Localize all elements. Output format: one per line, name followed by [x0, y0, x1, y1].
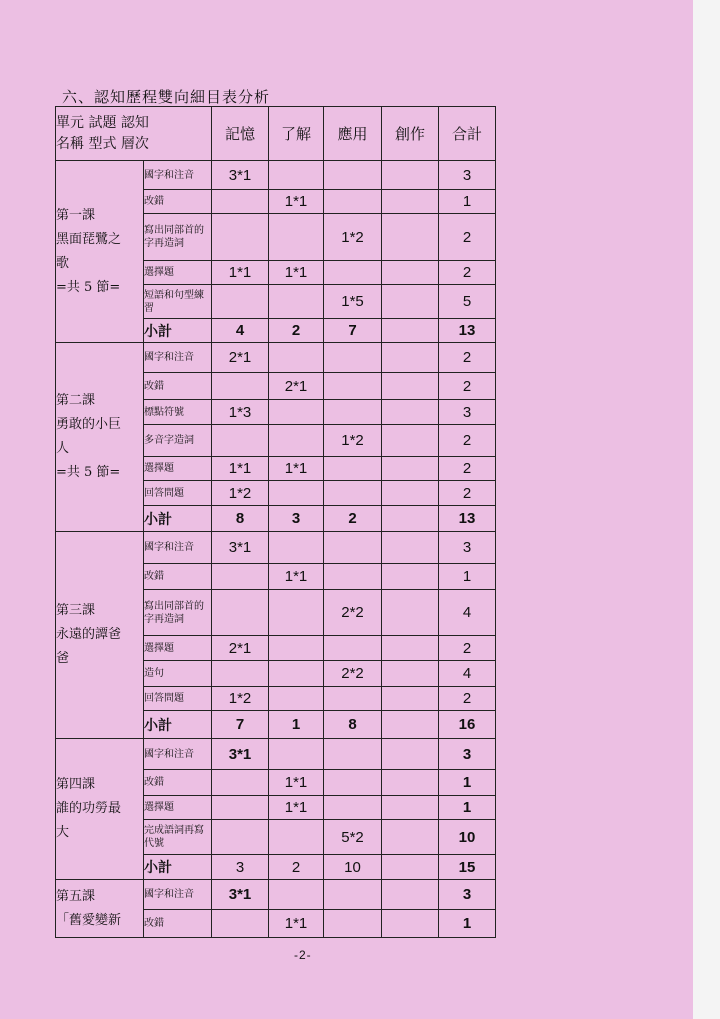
total-cell: 3 — [439, 400, 496, 425]
subtotal-label: 小計 — [144, 711, 212, 739]
total-cell: 2 — [439, 636, 496, 661]
unit-line: 人 — [56, 441, 70, 456]
understand-cell — [269, 739, 324, 770]
understand-cell: 1*1 — [269, 796, 324, 820]
table-row — [56, 343, 496, 373]
memory-cell: 1*2 — [212, 481, 269, 506]
apply-cell — [324, 880, 382, 910]
unit-name-lesson-1 — [56, 161, 144, 343]
unit-line: 第二課 — [56, 393, 96, 408]
memory-cell: 3*1 — [212, 880, 269, 910]
subtotal-memory: 3 — [212, 855, 269, 880]
create-cell — [382, 796, 439, 820]
create-cell — [382, 687, 439, 711]
create-cell — [382, 820, 439, 855]
memory-cell: 2*1 — [212, 343, 269, 373]
unit-name-lesson-5 — [56, 880, 144, 938]
subtotal-label: 小計 — [144, 319, 212, 343]
apply-cell: 1*2 — [324, 425, 382, 457]
subtotal-label: 小計 — [144, 506, 212, 532]
unit-name-lesson-4 — [56, 739, 144, 880]
subtotal-memory: 4 — [212, 319, 269, 343]
question-type: 造句 — [144, 661, 212, 687]
understand-cell — [269, 161, 324, 190]
create-cell — [382, 373, 439, 400]
memory-cell — [212, 770, 269, 796]
apply-cell — [324, 400, 382, 425]
memory-cell — [212, 285, 269, 319]
create-cell — [382, 457, 439, 481]
unit-line: 第五課 — [56, 888, 96, 904]
question-type: 改錯 — [144, 190, 212, 214]
understand-cell: 1*1 — [269, 770, 324, 796]
question-type: 國字和注音 — [144, 880, 212, 910]
apply-cell — [324, 161, 382, 190]
cognitive-process-table — [55, 106, 496, 938]
unit-name-lesson-2 — [56, 343, 144, 532]
question-type: 選擇題 — [144, 261, 212, 285]
question-type: 選擇題 — [144, 796, 212, 820]
apply-cell: 2*2 — [324, 590, 382, 636]
total-cell: 4 — [439, 590, 496, 636]
subtotal-create — [382, 506, 439, 532]
memory-cell: 3*1 — [212, 739, 269, 770]
total-cell: 3 — [439, 739, 496, 770]
apply-cell — [324, 190, 382, 214]
subtotal-apply: 10 — [324, 855, 382, 880]
create-cell — [382, 661, 439, 687]
header-create: 創作 — [382, 107, 439, 161]
subtotal-understand: 2 — [269, 319, 324, 343]
total-cell: 2 — [439, 261, 496, 285]
understand-cell: 1*1 — [269, 190, 324, 214]
question-type: 標點符號 — [144, 400, 212, 425]
total-cell: 2 — [439, 481, 496, 506]
question-type: 選擇題 — [144, 457, 212, 481]
understand-cell — [269, 880, 324, 910]
create-cell — [382, 214, 439, 261]
apply-cell — [324, 564, 382, 590]
header-corner-line1: 單元 試題 認知 — [56, 114, 149, 131]
understand-cell — [269, 400, 324, 425]
subtotal-apply: 7 — [324, 319, 382, 343]
total-cell: 2 — [439, 425, 496, 457]
subtotal-understand: 2 — [269, 855, 324, 880]
memory-cell — [212, 564, 269, 590]
total-cell: 3 — [439, 161, 496, 190]
header-apply: 應用 — [324, 107, 382, 161]
apply-cell — [324, 373, 382, 400]
question-type: 回答問題 — [144, 687, 212, 711]
question-type: 回答問題 — [144, 481, 212, 506]
memory-cell — [212, 661, 269, 687]
total-cell: 3 — [439, 880, 496, 910]
unit-line: 大 — [56, 825, 70, 840]
question-type: 國字和注音 — [144, 343, 212, 373]
table-row — [56, 739, 496, 770]
create-cell — [382, 343, 439, 373]
total-cell: 1 — [439, 796, 496, 820]
unit-line: 第三課 — [56, 603, 96, 618]
page-edge — [693, 0, 720, 1019]
question-type: 短語和句型練習 — [144, 285, 212, 319]
unit-line: 第四課 — [56, 777, 96, 792]
apply-cell — [324, 739, 382, 770]
unit-line: 黑面琵鷺之 — [56, 231, 122, 247]
question-type: 寫出同部首的字再造詞 — [144, 590, 212, 636]
memory-cell: 3*1 — [212, 161, 269, 190]
apply-cell — [324, 796, 382, 820]
header-corner-line2: 名稱 型式 層次 — [56, 135, 149, 152]
total-cell: 2 — [439, 373, 496, 400]
unit-line: 第一課 — [56, 207, 96, 223]
question-type: 國字和注音 — [144, 532, 212, 564]
memory-cell: 1*3 — [212, 400, 269, 425]
memory-cell — [212, 425, 269, 457]
memory-cell: 1*1 — [212, 261, 269, 285]
subtotal-understand: 3 — [269, 506, 324, 532]
question-type: 國字和注音 — [144, 739, 212, 770]
header-understand: 了解 — [269, 107, 324, 161]
header-memory: 記憶 — [212, 107, 269, 161]
memory-cell — [212, 214, 269, 261]
understand-cell — [269, 343, 324, 373]
question-type: 選擇題 — [144, 636, 212, 661]
apply-cell — [324, 343, 382, 373]
subtotal-total: 15 — [439, 855, 496, 880]
memory-cell — [212, 190, 269, 214]
total-cell: 2 — [439, 343, 496, 373]
total-cell: 1 — [439, 564, 496, 590]
create-cell — [382, 161, 439, 190]
subtotal-total: 13 — [439, 319, 496, 343]
question-type: 完成語詞再寫代號 — [144, 820, 212, 855]
create-cell — [382, 636, 439, 661]
create-cell — [382, 880, 439, 910]
header-row — [56, 107, 496, 161]
understand-cell: 1*1 — [269, 910, 324, 938]
create-cell — [382, 285, 439, 319]
memory-cell: 1*1 — [212, 457, 269, 481]
memory-cell — [212, 820, 269, 855]
understand-cell: 1*1 — [269, 564, 324, 590]
apply-cell — [324, 481, 382, 506]
create-cell — [382, 590, 439, 636]
understand-cell — [269, 820, 324, 855]
memory-cell: 3*1 — [212, 532, 269, 564]
create-cell — [382, 910, 439, 938]
create-cell — [382, 739, 439, 770]
section-heading: 六、認知歷程雙向細目表分析 — [62, 88, 271, 106]
understand-cell — [269, 636, 324, 661]
total-cell: 2 — [439, 457, 496, 481]
subtotal-label: 小計 — [144, 855, 212, 880]
memory-cell — [212, 373, 269, 400]
memory-cell — [212, 590, 269, 636]
total-cell: 2 — [439, 214, 496, 261]
total-cell: 4 — [439, 661, 496, 687]
apply-cell: 1*2 — [324, 214, 382, 261]
table-row — [56, 161, 496, 190]
memory-cell — [212, 910, 269, 938]
unit-line: 「舊愛變新 — [56, 912, 122, 928]
question-type: 國字和注音 — [144, 161, 212, 190]
unit-line: 歌 — [56, 255, 70, 271]
understand-cell — [269, 481, 324, 506]
create-cell — [382, 425, 439, 457]
subtotal-create — [382, 855, 439, 880]
understand-cell — [269, 532, 324, 564]
create-cell — [382, 532, 439, 564]
subtotal-understand: 1 — [269, 711, 324, 739]
unit-line: 誰的功勞最 — [56, 801, 122, 816]
header-corner — [56, 107, 212, 161]
unit-line: =共 5 節= — [56, 465, 121, 480]
subtotal-total: 16 — [439, 711, 496, 739]
unit-name-lesson-3 — [56, 532, 144, 739]
understand-cell: 2*1 — [269, 373, 324, 400]
total-cell: 1 — [439, 910, 496, 938]
question-type: 改錯 — [144, 910, 212, 938]
subtotal-memory: 8 — [212, 506, 269, 532]
understand-cell — [269, 661, 324, 687]
apply-cell: 2*2 — [324, 661, 382, 687]
page-number: -2- — [294, 948, 312, 962]
apply-cell — [324, 687, 382, 711]
create-cell — [382, 564, 439, 590]
question-type: 改錯 — [144, 373, 212, 400]
create-cell — [382, 261, 439, 285]
apply-cell — [324, 770, 382, 796]
memory-cell: 1*2 — [212, 687, 269, 711]
apply-cell: 1*5 — [324, 285, 382, 319]
total-cell: 2 — [439, 687, 496, 711]
subtotal-create — [382, 319, 439, 343]
unit-line: 永遠的譚爸 — [56, 627, 122, 642]
understand-cell — [269, 214, 324, 261]
create-cell — [382, 770, 439, 796]
table-row — [56, 880, 496, 910]
total-cell: 10 — [439, 820, 496, 855]
memory-cell: 2*1 — [212, 636, 269, 661]
apply-cell — [324, 457, 382, 481]
subtotal-memory: 7 — [212, 711, 269, 739]
total-cell: 1 — [439, 770, 496, 796]
unit-line: 勇敢的小巨 — [56, 417, 122, 432]
apply-cell — [324, 636, 382, 661]
understand-cell — [269, 285, 324, 319]
question-type: 多音字造詞 — [144, 425, 212, 457]
memory-cell — [212, 796, 269, 820]
understand-cell — [269, 687, 324, 711]
understand-cell: 1*1 — [269, 261, 324, 285]
unit-line: =共 5 節= — [56, 279, 121, 295]
subtotal-total: 13 — [439, 506, 496, 532]
total-cell: 5 — [439, 285, 496, 319]
subtotal-apply: 8 — [324, 711, 382, 739]
question-type: 改錯 — [144, 770, 212, 796]
apply-cell — [324, 261, 382, 285]
unit-line: 爸 — [56, 651, 70, 666]
subtotal-apply: 2 — [324, 506, 382, 532]
subtotal-create — [382, 711, 439, 739]
understand-cell — [269, 590, 324, 636]
create-cell — [382, 481, 439, 506]
question-type: 寫出同部首的字再造詞 — [144, 214, 212, 261]
total-cell: 3 — [439, 532, 496, 564]
create-cell — [382, 190, 439, 214]
table-row — [56, 532, 496, 564]
total-cell: 1 — [439, 190, 496, 214]
understand-cell: 1*1 — [269, 457, 324, 481]
create-cell — [382, 400, 439, 425]
understand-cell — [269, 425, 324, 457]
header-total: 合計 — [439, 107, 496, 161]
apply-cell — [324, 532, 382, 564]
apply-cell — [324, 910, 382, 938]
apply-cell: 5*2 — [324, 820, 382, 855]
question-type: 改錯 — [144, 564, 212, 590]
